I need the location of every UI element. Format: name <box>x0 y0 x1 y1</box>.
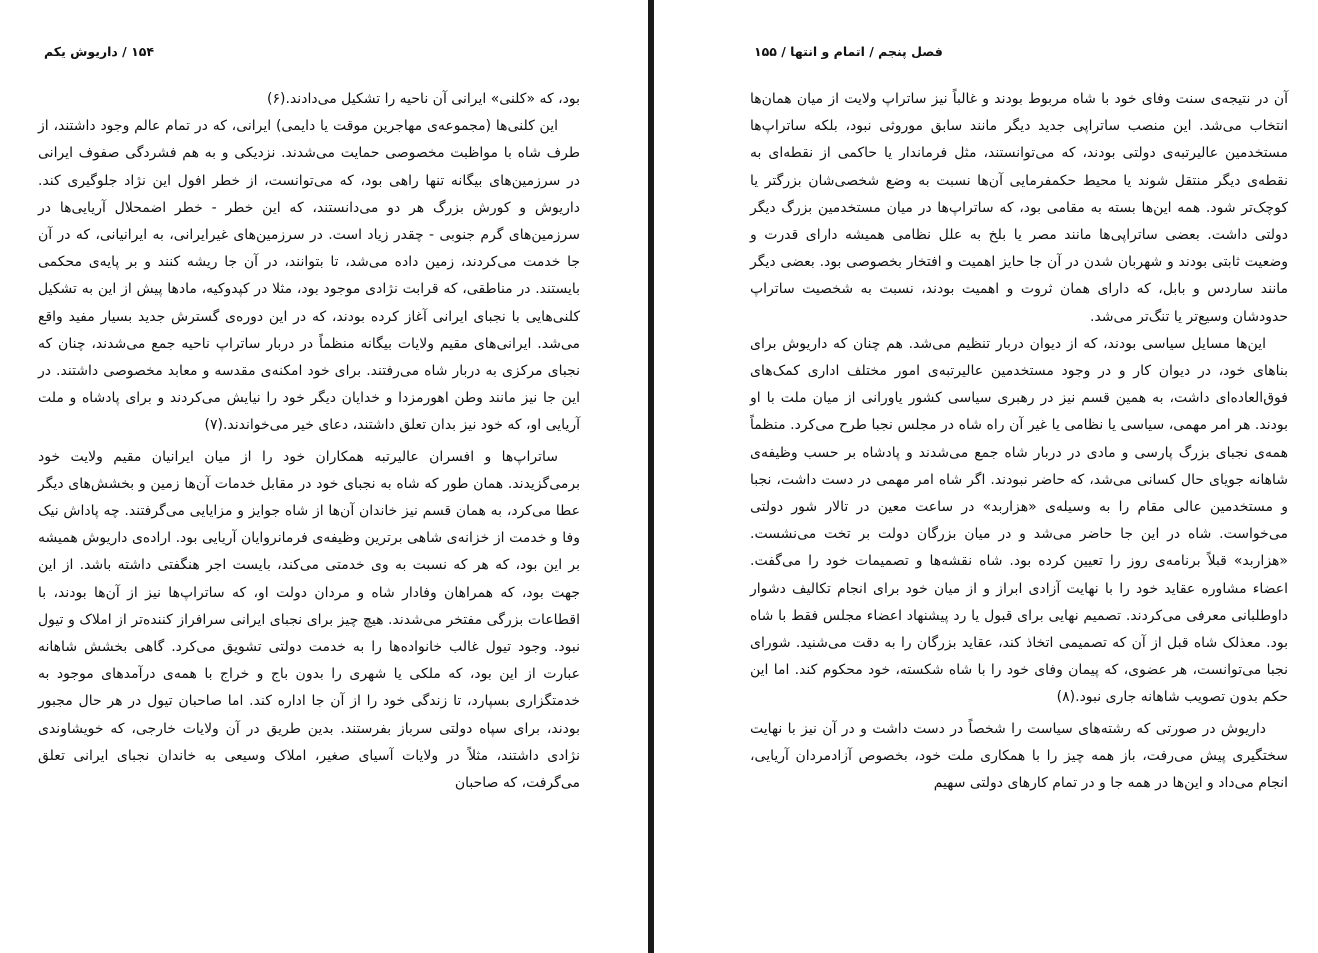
right-paragraph-3: داریوش در صورتی که رشته‌های سیاست را شخصاً در دست داشت و در آن نیز با نهایت سختگیری پیش می‌رفت، باز همه چیز را با همکاری ملت خود، بخصوص آزادمردان آریایی، انجام می‌داد و این‌ها در همه جا و در تمام کارهای دولتی سهیم <box>750 720 1288 792</box>
right-page <box>656 0 1318 953</box>
book-spine-divider <box>648 0 654 953</box>
left-running-head: ۱۵۴ / داریوش یکم <box>44 44 154 59</box>
left-page <box>0 0 648 953</box>
right-text-block <box>750 86 1288 797</box>
right-running-head: فصل پنجم / اتمام و انتها / ۱۵۵ <box>754 44 943 59</box>
left-paragraph-3: ساتراپ‌ها و افسران عالیرتبه همکاران خود را از میان ایرانیان مقیم ولایت خود برمی‌گزیدند. همان طور که شاه به نجبای خود در مقابل خدمات آن‌ها زمین و بخشش‌های دیگر عطا می‌کرد، به همان قسم نیز خاندان آن‌ها از شاه جوایز و مزایایی می‌گرفتند. چه پاداش نیک وفا و خدمت از خزانه‌ی شاهی برترین وظیفه‌ی فرمانروایان آریایی بود. اراده‌ی داریوش همیشه بر این بود، که هر که نسبت به وی خدمتی می‌کند، بایست اجر هنگفتی داشته باشد. از این جهت بود، که همراهان وفادار شاه و مردان دولت او، که ساتراپ‌ها نیز از آن‌ها بودند، با اقطاعات بزرگی مفتخر می‌شدند. هیچ چیز برای نجبای ایرانی سرافراز کننده‌تر از املاک و تیول نبود. وجود تیول غالب خانواده‌ها را به خدمت دولتی تشویق می‌کرد. گاهی بخشش شاهانه عبارت از این بود، که ملکی یا شهری را بدون باج و خراج با همه‌ی درآمدهای موجود به خدمتگزاری بسپارد، تا زندگی خود را از آن جا اداره کند. اما صاحبان تیول در هر حال مجبور بودند، برای سپاه دولتی سرباز بفرستند. بدین طریق در آن ولایات خارجی، که خویشاوندی نژادی داشتند، مثلاً در ولایات آسیای صغیر، املاک وسیعی به خاندان نجبای ایرانی تعلق می‌گرفت، که صاحبان <box>38 448 580 792</box>
left-paragraph-1: بود، که «کلنی» ایرانی آن ناحیه را تشکیل می‌دادند.(۶) <box>267 91 580 107</box>
right-paragraph-2: این‌ها مسایل سیاسی بودند، که از دیوان دربار تنظیم می‌شد. هم چنان که داریوش برای بناهای خود، در دیوان کار و در وجود مستخدمین عالیرتبه‌ی امور مختلف اداری کمک‌های فوق‌العاده‌ای داشت، به همین قسم نیز در رهبری سیاسی کشور یاورانی از میان ملت با او بودند. هر امر مهمی، سیاسی یا نظامی یا غیر آن راه شاه در مجلس نجبا طرح می‌کرد. منظماً همه‌ی نجبای بزرگ پارسی و مادی در دربار شاه جمع می‌شدند و پادشاه بر حسب وظیفه‌ی شاهانه جویای حال کسانی می‌شد، که حاضر نبودند. اگر شاه امر مهمی در دست داشت، نجبا و مستخدمین عالی مقام را به وسیله‌ی «هزاربد» در ساعت معین در تالار شور دولتی می‌خواست. شاه در این جا حاضر می‌شد و در میان بزرگان دولت بر تخت می‌نشست. «هزاربد» قبلاً برنامه‌ی روز را تعیین کرده بود. شاه نقشه‌ها و تصمیمات خود را می‌گفت. اعضاء مشاوره عقاید خود را با نهایت آزادی ابراز و از میان خود برای انجام تکالیف دشوار داوطلبانی معرفی می‌کردند. تصمیم نهایی برای قبول یا رد پیشنهاد اعضاء مجلس فقط با شاه بود. معذلک شاه قبل از آن که تصمیمی اتخاذ کند، عقاید بزرگان را به دقت می‌شنید. شورای نجبا می‌توانست، هر عضوی، که پیمان وفای خود را با شاه شکسته، خود محکوم کند. اما این حکم بدون تصویب شاهانه جاری نبود.(۸) <box>750 335 1288 706</box>
left-paragraph-2: این کلنی‌ها (مجموعه‌ی مهاجرین موقت یا دایمی) ایرانی، که در تمام عالم وجود داشتند، از طرف شاه با مواظبت مخصوصی حمایت می‌شدند. نزدیکی و به هم فشردگی صفوف ایرانی در سرزمین‌های بیگانه تنها راهی بود، که می‌توانست، از خطر افول این نژاد جلوگیری کند. داریوش و کورش بزرگ هر دو می‌دانستند، که این خطر - خطر اضمحلال آریایی‌ها در سرزمین‌های گرم جنوبی - چقدر زیاد است. در سرزمین‌های غیرایرانی، به ایرانیانی، که در آن جا خدمت می‌کردند، زمین داده می‌شد، تا بتوانند، در آن جا ریشه کنند و بر پایه‌ی محکمی بایستند. در مناطقی، که قرابت نژادی موجود بود، مثلا در کپدوکیه، مادها پیش از این به تشکیل کلنی‌هایی با نجبای ایرانی آغاز کرده بودند، که در این دوره‌ی گسترش جدید بسیار مفید واقع می‌شد. ایرانی‌های مقیم ولایات بیگانه منظماً در دربار ساتراپ ناحیه جمع می‌شدند، چنان که نجبای مرکزی به دربار شاه می‌رفتند. برای خود امکنه‌ی مقدسه و معابد مخصوصی داشتند. در این جا نیز مانند وطن اهورمزدا و خدایان دیگر خود را نیایش می‌کردند و برای پادشاه و ملت آریایی او، که خود نیز بدان تعلق داشتند، دعای خیر می‌خواندند.(۷) <box>38 118 580 434</box>
right-paragraph-1: آن در نتیجه‌ی سنت وفای خود با شاه مربوط بودند و غالباً نیز ساتراپ ولایت از میان همان‌ها انتخاب می‌شد. این منصب ساتراپی جدید دیگر مانند سابق موروثی نبود، بلکه ساتراپ‌ها مستخدمین عالیرتبه‌ی دولتی بودند، که می‌توانستند، مثل فرماندار یا حاکمی از نقطه‌ای به نقطه‌ی دیگر منتقل شوند یا محیط حکمفرمایی آن‌ها نسبت به وضع شخصی‌شان بزرگتر یا کوچک‌تر شود. همه این‌ها بسته به مقامی بود، که ساتراپ‌ها در میان مستخدمین بزرگ دیگر دولتی داشت. بعضی ساتراپی‌ها مانند مصر یا بلخ به علل نظامی همیشه دارای قدرت و وضعیت ثابتی بودند و شهربان شدن در آن جا حایز اهمیت و افتخار بخصوصی بود. بعضی دیگر مانند ساردس و بابل، که دارای همان ثروت و اهمیت بودند، نسبت به شخصیت ساتراپ حدودشان وسیع‌تر یا تنگ‌تر می‌شد. <box>750 91 1288 325</box>
left-text-block <box>38 86 580 797</box>
